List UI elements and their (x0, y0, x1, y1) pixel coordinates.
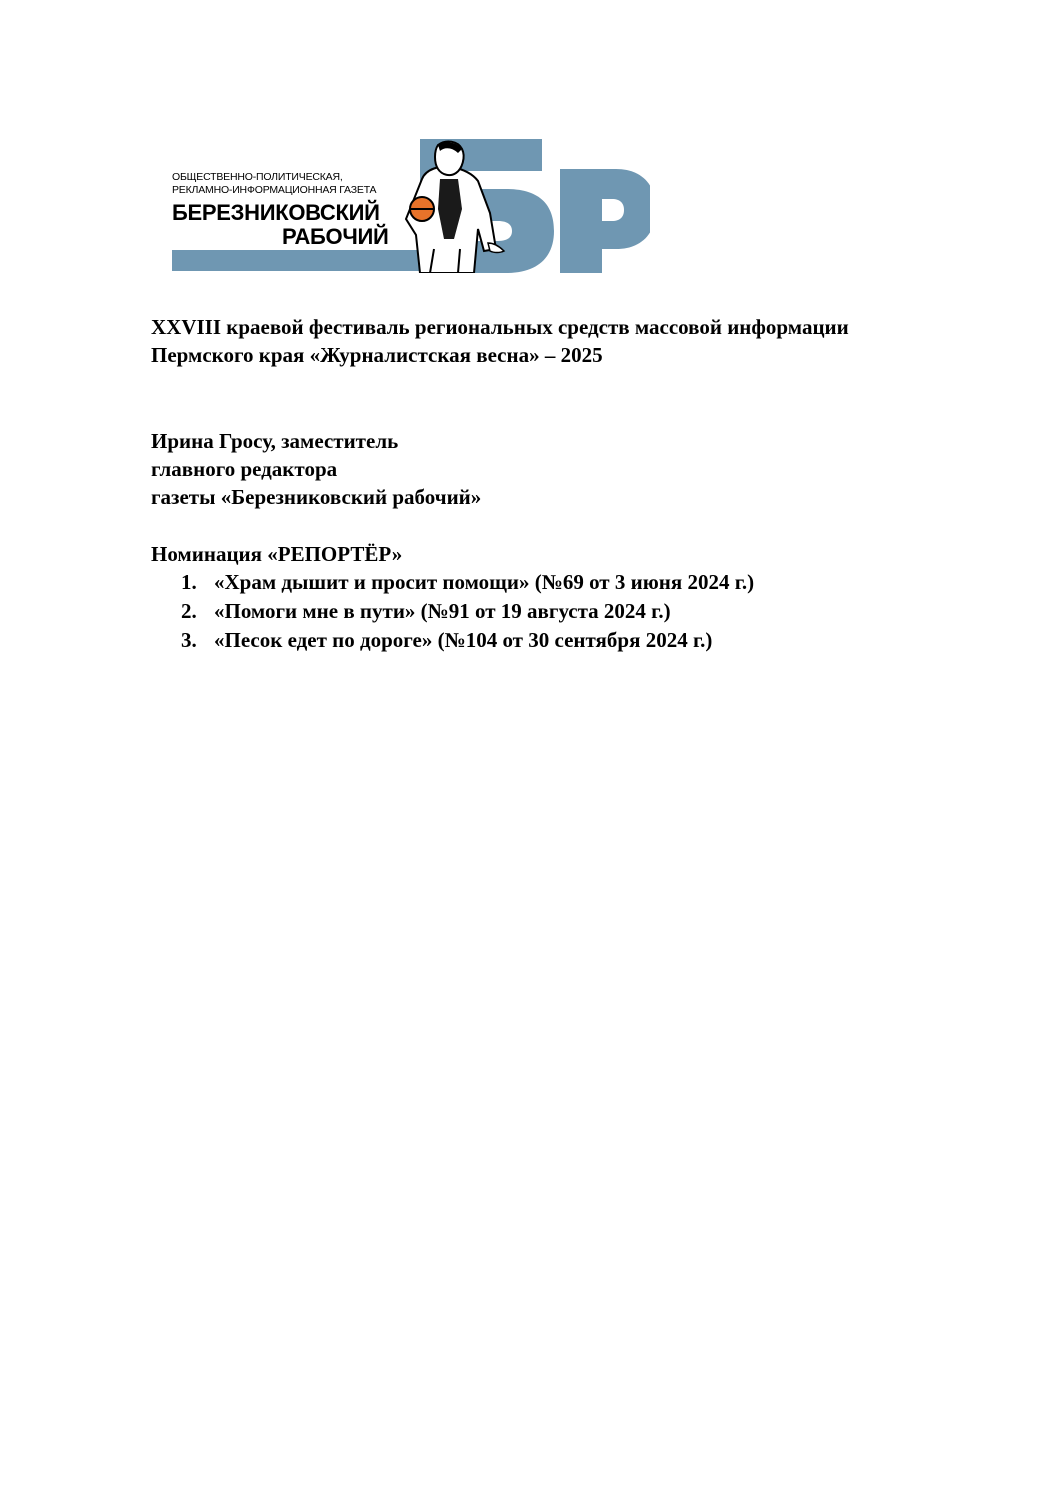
festival-title-line: Пермского края «Журналистская весна» – 2025 (151, 343, 603, 367)
logo-name-line1: БЕРЕЗНИКОВСКИЙ (172, 200, 380, 225)
author-block (151, 427, 481, 511)
festival-title-line: XXVIII краевой фестиваль региональных средств массовой информации (151, 315, 849, 339)
list-item-number: 1. (181, 570, 197, 594)
nomination-title: Номинация «РЕПОРТЁР» (151, 542, 403, 566)
list-item-text: «Храм дышит и просит помощи» (№69 от 3 июня 2024 г.) (214, 570, 755, 594)
list-item-text: «Помоги мне в пути» (№91 от 19 августа 2024 г.) (214, 599, 671, 623)
list-item-number: 3. (181, 628, 197, 652)
author-line: газеты «Березниковский рабочий» (151, 485, 482, 509)
newspaper-logo (172, 139, 642, 273)
festival-title (151, 313, 849, 369)
logo-caption (172, 171, 376, 197)
logo-name-line2: РАБОЧИЙ (282, 224, 389, 249)
list-item (181, 626, 754, 655)
logo-worker-figure (400, 139, 510, 273)
logo-band (172, 250, 425, 271)
list-item-number: 2. (181, 599, 197, 623)
author-line: главного редактора (151, 457, 338, 481)
list-item (181, 568, 754, 597)
works-list (181, 568, 754, 655)
author-line: Ирина Гросу, заместитель (151, 429, 399, 453)
list-item (181, 597, 754, 626)
logo-caption-line: ОБЩЕСТВЕННО-ПОЛИТИЧЕСКАЯ, (172, 171, 343, 183)
logo-caption-line: РЕКЛАМНО-ИНФОРМАЦИОННАЯ ГАЗЕТА (172, 184, 377, 196)
list-item-text: «Песок едет по дороге» (№104 от 30 сентября 2024 г.) (214, 628, 713, 652)
